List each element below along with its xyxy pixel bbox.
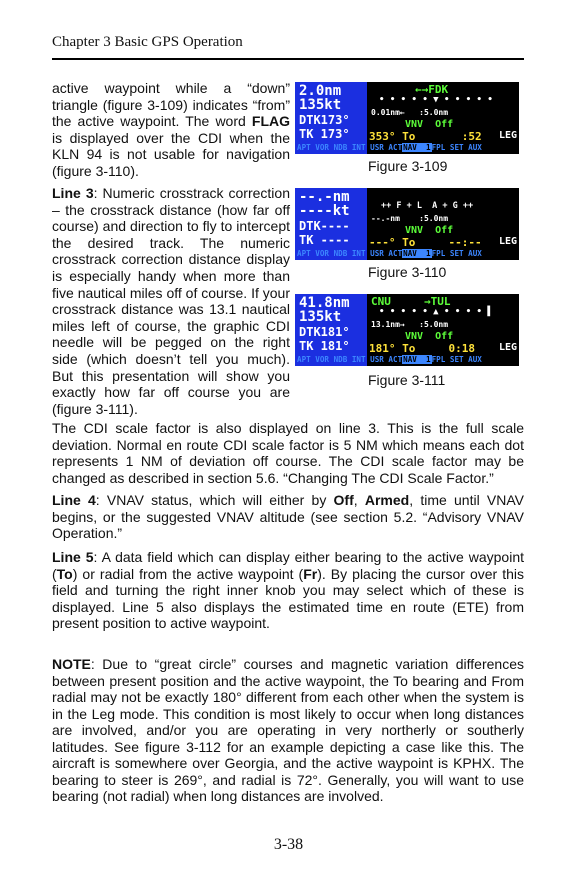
tk-readout: TK 173° [299,127,350,141]
kln94-screen-fig-110 [295,188,519,260]
line3-text: : Numeric crosstrack correction – the crosstrack distance (how far off course) and direction to fly to intercept the desired track. The numeric crosstrack correction distance display is especially handy when more than five nautical miles off of course. If your crosstrack distance was 13.1 nautical miles left of course, the graphic CDI needle will be pegged on the right side (which doesn’t tell you much). But this presentation will show you exactly how far off course you are (figure 3-111). [52,185,290,417]
flag-paragraph: active waypoint while a “down” triangle (figure 3-109) indicates “from” the active waypoint. The word FLAG is displayed over the CDI when the KLN 94 is not usable for navigation (figure 3-110). [52,80,290,179]
caption-111: Figure 3-111 [368,372,446,388]
dtk-readout: DTK---- [299,219,350,233]
groundspeed-readout: 135kt [299,309,342,325]
groundspeed-readout: 135kt [299,97,342,113]
crosstrack-line: 13.1nm→ :5.0nm [371,320,449,329]
line5-fr: Fr [303,565,318,582]
vnav-line: VNV Off [405,331,454,342]
vnav-line: VNV Off [405,225,454,236]
crosstrack-line: --.-nm :5.0nm [371,214,449,223]
cdi-scale: • • • • • ▼ • • • • • [379,95,493,105]
note-text: : Due to “great circle” courses and magnetic variation differences between present position and the active waypoint, the To bearing and From radial may not be exactly 180° different from each other when the system is in the Leg mode. This condition is most likely to occur when long distances are involved, and/or you are operating in very northerly or southerly latitudes. See figure 3-112 for an example depicting a case like this. The aircraft is somewhere over Georgia, and the active waypoint is KPHX. The bearing to steer is 269°, and radial is 72°. Generally, you will want to use bearing (not radial) when long distances are involved. [52,656,524,804]
line5-to: To [56,565,73,582]
line4-label: Line 4 [52,492,96,508]
tk-readout: TK ---- [299,233,350,247]
tk-readout: TK 181° [299,339,350,353]
line4-paragraph [52,492,524,542]
bearing-line: 353° To :52 [369,130,482,143]
line4-armed: Armed [364,492,410,508]
page-bar: APT VOR NDB INT USR ACTNAV 1FPL SET AUX [297,355,482,364]
page-number: 3-38 [273,836,304,853]
left-para-1 [52,80,290,180]
dtk-readout: DTK173° [299,113,350,127]
line5-text-a: : A data field which can display either bearing to the active waypoint ( [52,549,524,582]
vnav-line: VNV Off [405,119,454,130]
waypoint-title: CNU →TUL [371,295,451,308]
right-panel [498,82,519,154]
right-panel [498,294,519,366]
leg-mode: LEG [498,236,517,247]
cdi-scale-text: The CDI scale factor is also displayed on line 3. This is the full scale deviation. Normal en route CDI scale factor is 5 NM which means each dot represents 1 NM of deviation off course. The CDI scale factor may be changed as described in section 5.6. “Changing The CDI Scale Factor.” [52,420,524,486]
bearing-line: ---° To --:-- [369,236,482,249]
line5-label: Line 5 [52,549,94,565]
waypoint-title: ←→FDK [415,83,449,96]
flag-word: FLAG [251,113,290,130]
distance-readout: 2.0nm [299,83,342,99]
kln94-screen-fig-111 [295,294,519,366]
line3-paragraph [52,185,290,417]
note-label: NOTE [52,656,91,672]
groundspeed-readout: ----kt [299,203,350,219]
line4-off: Off [333,492,354,508]
cdi-scale: • • • • • ▲ • • • • ▌ [379,307,493,317]
page-bar: APT VOR NDB INT USR ACTNAV 1FPL SET AUX [297,249,482,258]
distance-readout: 41.8nm [299,295,350,311]
dtk-readout: DTK181° [299,325,350,339]
line5-text-b: ) or radial from the active waypoint ( [72,565,304,582]
flag-cdi: ++ F + L A + G ++ [381,201,474,211]
caption-110: Figure 3-110 [368,264,447,280]
leg-mode: LEG [498,130,517,141]
bearing-line: 181° To 0:18 [369,342,475,355]
line4-text-a: : VNAV status, which will either by [95,492,334,508]
right-panel [498,188,519,260]
note-paragraph [52,656,524,805]
caption-109: Figure 3-109 [368,158,448,174]
line5-paragraph [52,549,524,632]
header-rule [52,58,524,60]
distance-readout: --.-nm [299,189,350,205]
line3-label: Line 3 [52,185,94,201]
crosstrack-line: 0.01nm← :5.0nm [371,108,449,117]
chapter-header: Chapter 3 Basic GPS Operation [52,34,243,50]
left-para-2 [52,185,290,417]
page-bar: APT VOR NDB INT USR ACTNAV 1FPL SET AUX [297,143,482,152]
line5-text-c: ). By placing the cursor over this field and turning the right inner knob you may select which of these is displayed. Line 5 also displays the estimated time en route (ETE) from present position to active waypoint. [52,565,524,631]
line4-text-b: , [353,492,365,508]
cdi-scale-paragraph [52,420,524,486]
kln94-screen-fig-109 [295,82,519,154]
leg-mode: LEG [498,342,517,353]
line4-text-c: , time until VNAV begins, or the suggested VNAV altitude (see section 5.2. “Advisory VNAV Operation.” [52,492,524,541]
